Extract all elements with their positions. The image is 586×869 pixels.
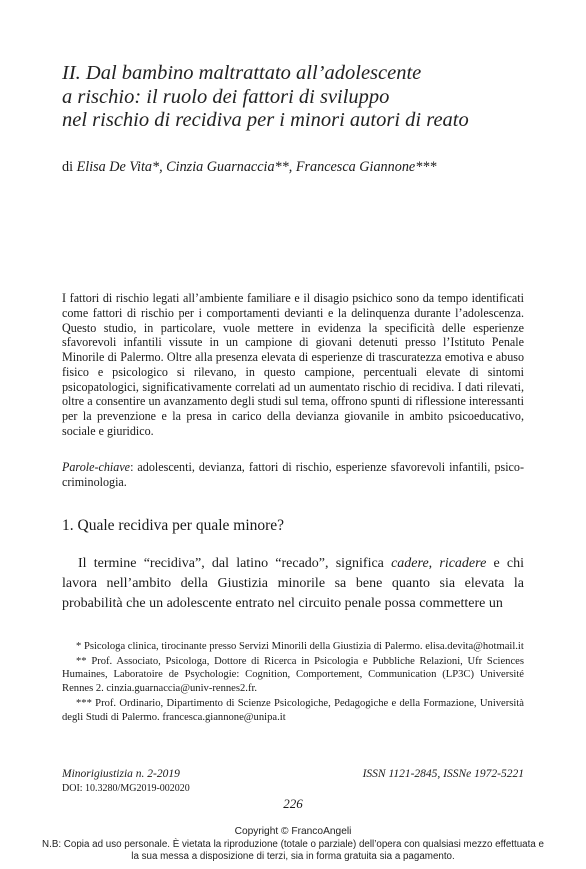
keywords [62,460,524,490]
title-line-1: II. Dal bambino maltrattato all’adolescente [62,62,422,84]
title-line-2: a rischio: il ruolo dei fattori di sviluppo [62,85,390,108]
author-line [62,158,542,176]
authors-prefix: di [62,159,74,175]
body-paragraph [62,554,524,613]
page-number: 226 [283,796,303,811]
footnote-3: *** Prof. Ordinario, Dipartimento di Scienze Psicologiche, Pedagogiche e della Formazione, Università degli Studi di Palermo. francesca.giannone@unipa.it [62,697,524,723]
body-text-part-2: , [428,556,440,571]
body-emphasis-cadere: cadere [391,556,429,571]
doi: DOI: 10.3280/MG2019-002020 [62,783,190,794]
issn: ISSN 1121-2845, ISSNe 1972-5221 [362,768,524,780]
journal-name [62,767,180,781]
section-heading: 1. Quale recidiva per quale minore? [62,517,285,534]
usage-notice: N.B: Copia ad uso personale. È vietata la riproduzione (totale o parziale) dell’opera con qualsiasi mezzo effettuata e la sua messa a disposizione di terzi, sia in forma gratuita sia a pagamento. [42,839,544,863]
abstract: I fattori di rischio legati all’ambiente familiare e il disagio psichico sono da tempo identificati come fattori di rischio per i comportamenti devianti e la delinquenza durante l’adolescenza. Questo studio, in particolare, vuole mettere in evidenza la specificità delle esperienze sfavorevoli infantili vissute in un campione di giovani detenuti presso l’Istituto Penale Minorile di Palermo. Oltre alla presenza elevata di esperienze di trascuratezza emotiva e abuso fisico e psicologico si rilevano, in questo campione, percentuali elevate di sintomi psicopatologici, significativamente correlati ad un aumentato rischio di recidiva. I dati rilevati, oltre a consentire un avanzamento degli studi sul tema, offrono spunti di riflessione interessanti per la prevenzione e la presa in carico della devianza giovanile in ambito psicoeducativo, sociale e giuridico. [62,291,524,438]
footnotes [62,640,524,725]
body-text-part-1: Il termine “recidiva”, dal latino “recado”, significa [78,556,392,571]
footnote-1: * Psicologa clinica, tirocinante presso Servizi Minorili della Giustizia di Palermo. elisa.devita@hotmail.it [76,641,524,652]
footnote-2: ** Prof. Associato, Psicologa, Dottore di Ricerca in Psicologia e Pubbliche Relazioni, Ufr Sciences Humaines, Laboratoire de Psychologie: Cognition, Comportement, Communication (LP3C) Université Rennes 2. cinzia.guarnaccia@univ-rennes2.fr. [62,655,524,695]
keywords-label: Parole-chiave [62,460,131,474]
journal-issue: Minorigiustizia n. 2-2019 [62,768,180,780]
copyright-line: Copyright © FrancoAngeli [234,826,352,837]
keywords-text: : adolescenti, devianza, fattori di rischio, esperienze sfavorevoli infantili, psico-criminologia. [62,460,524,489]
title-line-3: nel rischio di recidiva per i minori autori di reato [62,109,469,131]
body-emphasis-ricadere: ricadere [439,556,487,571]
article-title [62,62,542,133]
author-names: Elisa De Vita*, Cinzia Guarnaccia**, Francesca Giannone*** [76,159,437,175]
body-text-part-3: e chi lavora nell’ambito della Giustizia minorile sa bene quanto sia elevata la probabilità che un adolescente entrato nel circuito penale possa commettere un [62,556,524,611]
